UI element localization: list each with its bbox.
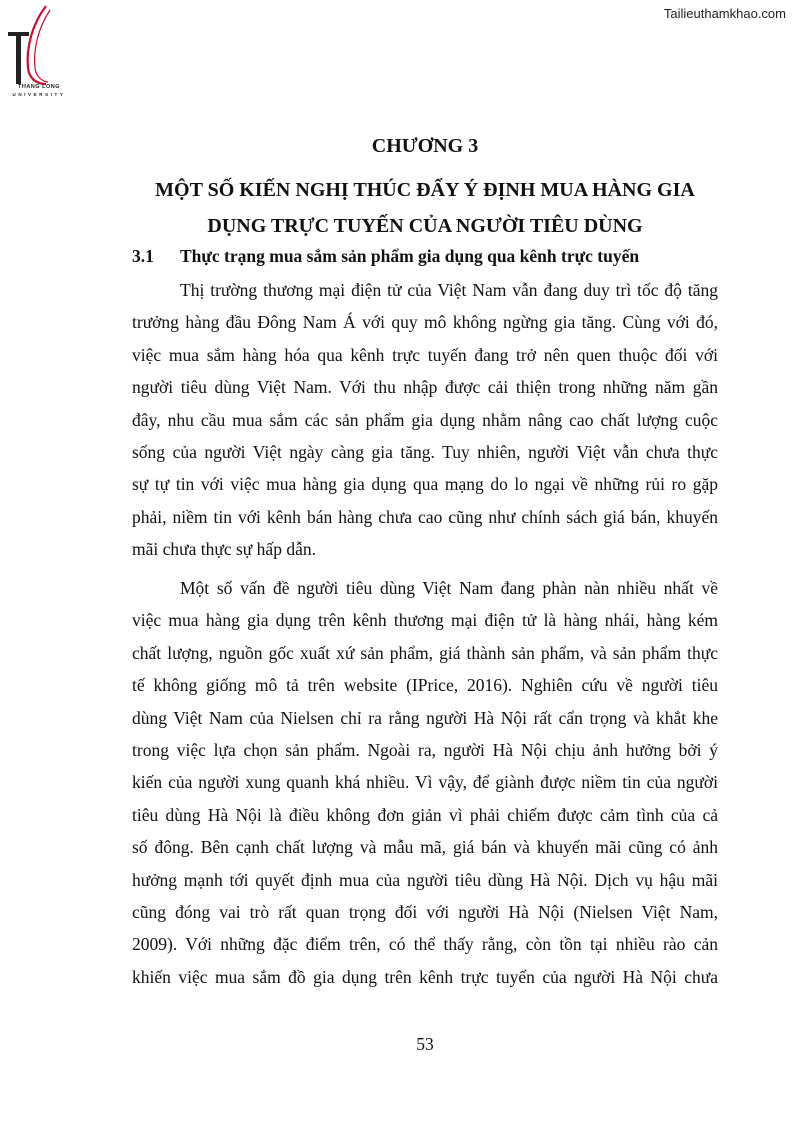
logo-top-bar	[8, 32, 29, 36]
paragraph-line: phải, niềm tin với kênh bán hàng chưa cao cũng như chính sách giá bán, khuyến	[132, 506, 718, 527]
paragraph-line: trong việc lựa chọn sản phẩm. Ngoài ra, người Hà Nội chịu ảnh hưởng bởi ý	[132, 740, 718, 761]
paragraph-line: người tiêu dùng Việt Nam. Với thu nhập được cải thiện trong những năm gần	[132, 377, 718, 398]
logo-text	[6, 84, 72, 98]
paragraph-line: mãi chưa thực sự hấp dẫn.	[132, 539, 316, 560]
paragraph-line: việc mua hàng gia dụng trên kênh thương mại điện tử là hàng nhái, hàng kém	[132, 610, 718, 631]
paragraph-line: số đông. Bên cạnh chất lượng và mẫu mã, giá bán và khuyến mãi cũng có ảnh	[132, 837, 718, 858]
title-line-1: MỘT SỐ KIẾN NGHỊ THÚC ĐẨY Ý ĐỊNH MUA HÀNG GIA	[155, 179, 695, 201]
paragraph-1	[132, 274, 718, 566]
paragraph-line: đây, nhu cầu mua sắm các sản phẩm gia dụng nhằm nâng cao chất lượng cuộc	[132, 409, 718, 430]
paragraph-line: trưởng hàng đầu Đông Nam Á với quy mô không ngừng gia tăng. Cùng với đó,	[132, 312, 718, 333]
paragraph-line: chất lượng, nguồn gốc xuất xứ sản phẩm, giá thành sản phẩm, và sản phẩm thực	[132, 642, 718, 663]
paragraph-line: dùng Việt Nam của Nielsen chỉ ra rằng người Hà Nội rất cẩn trọng và khắt khe	[132, 707, 718, 728]
page-number: 53	[416, 1034, 434, 1054]
chapter-title	[90, 172, 760, 244]
paragraph-line: sống của người Việt ngày càng gia tăng. Tuy nhiên, người Việt vẫn chưa thực	[132, 442, 718, 463]
paragraph-line: 2009). Với những đặc điểm trên, có thể thấy rằng, còn tồn tại nhiều rào cản	[132, 934, 718, 955]
paragraph-line: hưởng mạnh tới quyết định mua của người tiêu dùng Hà Nội. Dịch vụ hậu mãi	[132, 869, 718, 890]
paragraph-line: Thị trường thương mại điện tử của Việt Nam vẫn đang duy trì tốc độ tăng	[180, 280, 718, 300]
chapter-heading: CHƯƠNG 3	[371, 135, 479, 157]
section-title: Thực trạng mua sắm sản phẩm gia dụng qua kênh trực tuyến	[180, 246, 640, 266]
logo-line1: THANG LONG	[18, 84, 60, 90]
paragraph-line: tiêu dùng Hà Nội là điều không đơn giản vì phải chiếm được cảm tình của cả	[132, 804, 718, 825]
title-line-2: DỤNG TRỰC TUYẾN CỦA NGƯỜI TIÊU DÙNG	[207, 215, 643, 237]
paragraph-line: kiến của người xung quanh khá nhiều. Vì vậy, để giành được niềm tin của người	[132, 772, 718, 793]
watermark: Tailieuthamkhao.com	[663, 6, 786, 21]
paragraph-line: sự tự tin với việc mua hàng gia dụng qua mạng do lo ngại về những rủi ro gặp	[132, 474, 718, 495]
paragraph-line: cũng đóng vai trò rất quan trọng đối với người Hà Nội (Nielsen Việt Nam,	[132, 902, 718, 923]
logo-swoosh	[28, 6, 46, 84]
paragraph-line: tế không giống mô tả trên website (IPrice, 2016). Nghiên cứu về người tiêu	[132, 675, 718, 696]
paragraph-2	[132, 572, 718, 993]
logo-bar	[16, 32, 21, 84]
paragraph-line: việc mua sắm hàng hóa qua kênh trực tuyến đang trở nên quen thuộc đối với	[132, 344, 718, 365]
section-number: 3.1	[132, 246, 154, 266]
section-heading	[132, 246, 639, 267]
paragraph-line: Một số vấn đề người tiêu dùng Việt Nam đang phàn nàn nhiều nhất về	[180, 578, 718, 598]
paragraph-line: khiến việc mua sắm đồ gia dụng trên kênh trực tuyến của người Hà Nội chưa	[132, 966, 718, 987]
logo-line2: UNIVERSITY	[12, 92, 66, 97]
